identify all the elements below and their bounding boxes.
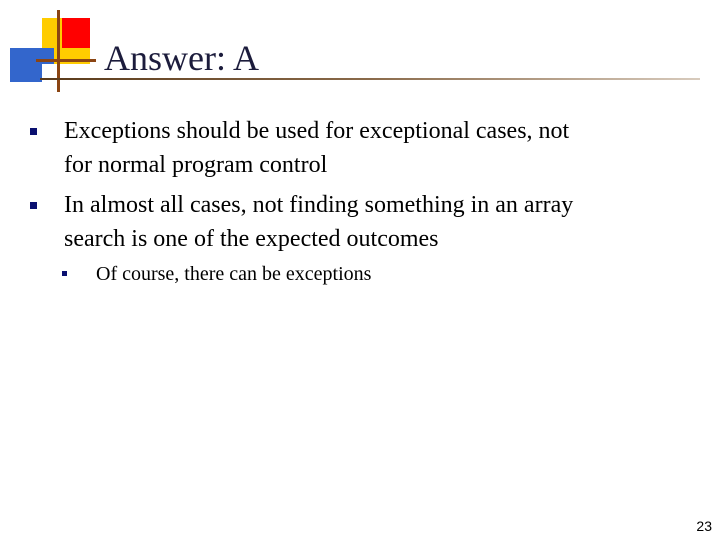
logo-horizontal-line <box>36 59 96 62</box>
bullet-text-2 <box>64 188 704 256</box>
slide-logo-decoration <box>0 0 110 100</box>
bullet-marker <box>30 128 37 135</box>
sub-bullet-text: Of course, there can be exceptions <box>96 263 372 285</box>
bullet-text-1 <box>64 114 704 182</box>
bullet-1-line-1: Exceptions should be used for exceptional cases, not <box>64 118 570 144</box>
bullet-marker <box>30 202 37 209</box>
bullet-2-line-1: In almost all cases, not finding something in an array <box>64 192 574 218</box>
logo-red-square <box>62 18 90 48</box>
bullet-1-line-2: for normal program control <box>64 152 328 178</box>
title-underline <box>40 78 700 80</box>
slide-title: Answer: A <box>104 38 259 78</box>
bullet-2-line-2: search is one of the expected outcomes <box>64 226 439 252</box>
page-number: 23 <box>696 518 712 534</box>
sub-bullet-marker <box>62 271 67 276</box>
